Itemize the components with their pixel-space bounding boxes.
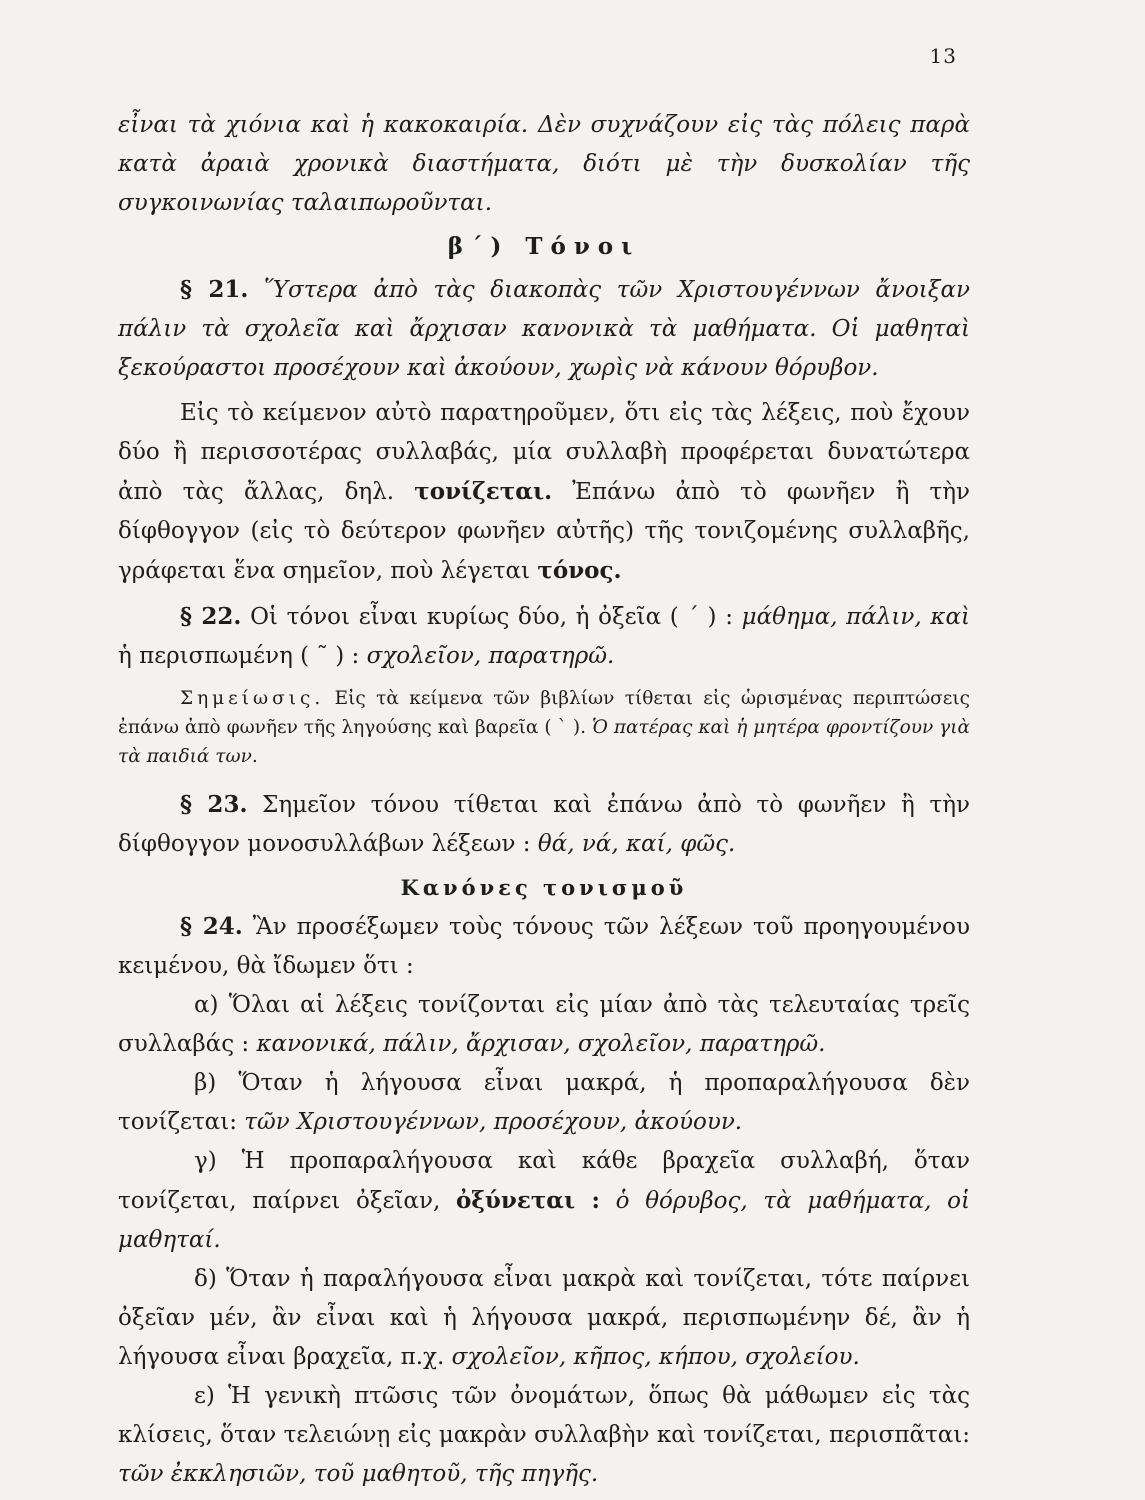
heading-tones: β΄) Τόνοι bbox=[447, 233, 641, 260]
rule-alpha bbox=[118, 986, 970, 1064]
rule-gamma bbox=[118, 1142, 970, 1260]
note-text: Εἰς τὰ κείμενα τῶν βιβλίων τίθεται εἰς ὡρισμένας περιπτώσεις ἐπάνω ἀπὸ φωνῆεν τῆς ληγούσης καὶ βαρεῖα ( ˋ ). bbox=[118, 688, 971, 738]
note-paragraph bbox=[118, 684, 970, 771]
section-22-example-2: σχολεῖον, παρατηρῶ. bbox=[366, 643, 615, 669]
rule-epsilon bbox=[118, 1377, 970, 1494]
section-21-number: § 21. bbox=[180, 276, 249, 303]
tonos-bold-2: τόνος. bbox=[537, 557, 622, 584]
rule-beta-example: τῶν Χριστουγέννων, προσέχουν, ἀκούουν. bbox=[244, 1109, 743, 1135]
section-21-text: Ὕστερα ἀπὸ τὰς διακοπὰς τῶν Χριστουγέννων ἄνοιξαν πάλιν τὰ σχολεῖα καὶ ἄρχισαν κανονικὰ τὰ μαθήματα. Οἱ μαθηταὶ ξεκούραστοι προσέχουν καὶ ἀκούουν, χωρὶς νὰ κάνουν θόρυβον. bbox=[118, 277, 970, 381]
section-22-number: § 22. bbox=[180, 603, 242, 630]
rule-gamma-label: γ) bbox=[194, 1148, 217, 1174]
section-23 bbox=[118, 785, 970, 864]
rule-beta-label: β) bbox=[194, 1070, 217, 1096]
rule-epsilon-example: τῶν ἐκκλησιῶν, τοῦ μαθητοῦ, τῆς πηγῆς. bbox=[118, 1461, 599, 1487]
section-22-text-1: Οἱ τόνοι εἶναι κυρίως δύο, ἡ ὀξεῖα ( ΄ ) : bbox=[250, 604, 733, 630]
rule-delta-example: σχολεῖον, κῆπος, κήπου, σχολείου. bbox=[451, 1344, 860, 1370]
tonos-bold-1: τονίζεται. bbox=[414, 478, 553, 505]
rule-beta bbox=[118, 1064, 970, 1142]
tonos-paragraph bbox=[118, 394, 970, 591]
heading-rules: Κανόνες τονισμοῦ bbox=[400, 875, 688, 900]
page-body bbox=[118, 106, 970, 1494]
section-22-example-1: μάθημα, πάλιν, καὶ bbox=[741, 604, 971, 630]
page-number: 13 bbox=[929, 44, 957, 68]
rule-beta-text: Ὅταν ἡ λήγουσα εἶναι μακρά, ἡ προπαραλήγουσα δὲν τονίζεται: bbox=[118, 1070, 971, 1135]
rule-delta bbox=[118, 1260, 970, 1377]
section-22-text-2: ἡ περισπωμένη ( ῀ ) : bbox=[118, 643, 360, 669]
section-24 bbox=[118, 907, 970, 986]
rule-alpha-label: α) bbox=[194, 992, 219, 1018]
rule-delta-label: δ) bbox=[194, 1266, 217, 1292]
rule-epsilon-label: ε) bbox=[194, 1383, 215, 1409]
section-22 bbox=[118, 597, 970, 676]
rule-epsilon-text: Ἡ γενικὴ πτῶσις τῶν ὀνομάτων, ὅπως θὰ μάθωμεν εἰς τὰς κλίσεις, ὅταν τελειώνῃ εἰς μακρὰν συλλαβὴν καὶ τονίζεται, περισπᾶται: bbox=[118, 1383, 970, 1448]
section-24-text: Ἂν προσέξωμεν τοὺς τόνους τῶν λέξεων τοῦ προηγουμένου κειμένου, θὰ ἴδωμεν ὅτι : bbox=[118, 914, 971, 979]
section-24-number: § 24. bbox=[180, 913, 243, 940]
note-example: Ὁ πατέρας καὶ ἡ μητέρα φροντίζουν γιὰ τὰ παιδιά των. bbox=[118, 717, 970, 767]
section-23-example: θά, νά, καί, φῶς. bbox=[537, 831, 736, 857]
rule-gamma-text: Ἡ προπαραλήγουσα καὶ κάθε βραχεῖα συλλαβή, ὅταν τονίζεται, παίρνει ὀξεῖαν, bbox=[118, 1148, 971, 1214]
rule-gamma-bold: ὀξύνεται : bbox=[455, 1187, 600, 1214]
rule-gamma-example: ὁ θόρυβος, τὰ μαθήματα, οἱ μαθηταί. bbox=[118, 1188, 971, 1253]
rule-alpha-text: Ὅλαι αἱ λέξεις τονίζονται εἰς μίαν ἀπὸ τὰς τελευταίας τρεῖς συλλαβάς : bbox=[118, 992, 971, 1057]
tonos-text-2: Ἐπάνω ἀπὸ τὸ φωνῆεν ἢ τὴν δίφθογγον (εἰς τὸ δεύτερον φωνῆεν αὐτῆς) τῆς τονιζομένης συλλαβῆς, γράφεται ἕνα σημεῖον, ποὺ λέγεται bbox=[118, 479, 971, 584]
section-23-number: § 23. bbox=[180, 791, 248, 818]
section-23-text: Σημεῖον τόνου τίθεται καὶ ἐπάνω ἀπὸ τὸ φωνῆεν ἢ τὴν δίφθογγον μονοσυλλάβων λέξεων : bbox=[118, 792, 970, 857]
rule-delta-text: Ὅταν ἡ παραλήγουσα εἶναι μακρὰ καὶ τονίζεται, τότε παίρνει ὀξεῖαν μέν, ἂν εἶναι καὶ ἡ λήγουσα μακρά, περισπωμένην δέ, ἂν ἡ λήγουσα εἶναι βραχεῖα, π.χ. bbox=[118, 1266, 971, 1370]
intro-paragraph: εἶναι τὰ χιόνια καὶ ἡ κακοκαιρία. Δὲν συχνάζουν εἰς τὰς πόλεις παρὰ κατὰ ἀραιὰ χρονικὰ διαστήματα, διότι μὲ τὴν δυσκολίαν τῆς συγκοινωνίας ταλαιπωροῦνται. bbox=[118, 112, 970, 216]
note-label: Σημείωσις. bbox=[180, 688, 325, 709]
rule-alpha-example: κανονικά, πάλιν, ἄρχισαν, σχολεῖον, παρατηρῶ. bbox=[256, 1031, 826, 1057]
tonos-text-1: Εἰς τὸ κείμενον αὐτὸ παρατηροῦμεν, ὅτι εἰς τὰς λέξεις, ποὺ ἔχουν δύο ἢ περισσοτέρας συλλαβάς, μία συλλαβὴ προφέρεται δυνατώτερα ἀπὸ τὰς ἄλλας, δηλ. bbox=[118, 400, 970, 505]
section-21 bbox=[118, 270, 970, 388]
